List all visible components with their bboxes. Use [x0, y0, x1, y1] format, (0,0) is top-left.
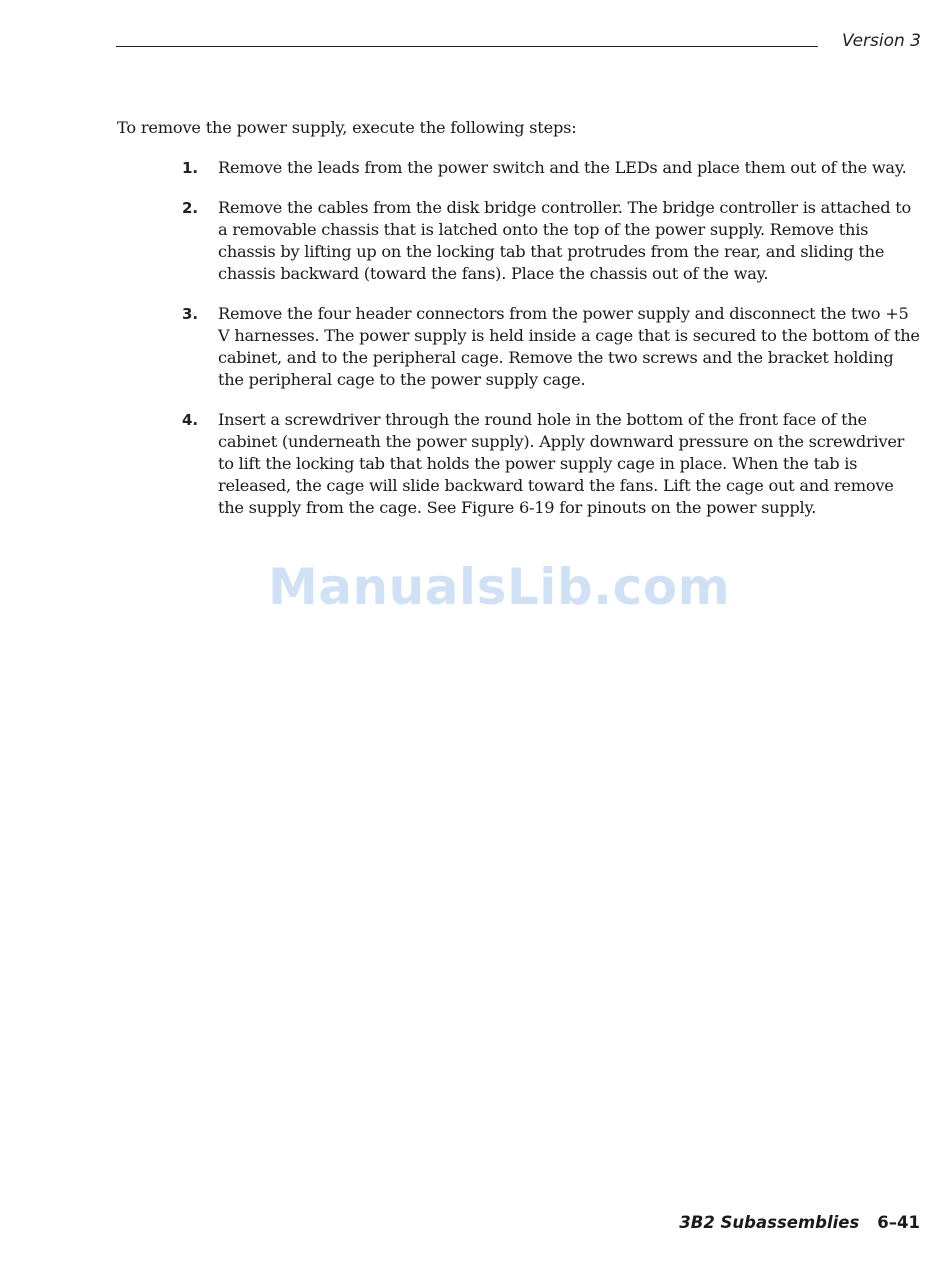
version-label: Version 3: [841, 31, 921, 51]
step-text: Remove the cables from the disk bridge controller. The bridge controller is attached to a removable chassis that is latched onto the top of the power supply. Remove this chassis by lifting up on the locking tab that protrudes from the rear, and sliding the chassis backward (toward the fans). Place the chassis out of the way.: [218, 198, 911, 283]
step-text: Remove the leads from the power switch and the LEDs and place them out of the way.: [218, 158, 907, 177]
step-number: 1.: [182, 159, 199, 177]
watermark: ManualsLib.com: [268, 558, 731, 616]
page-number: 6–41: [877, 1213, 920, 1232]
header-rule: [116, 46, 818, 47]
page-footer: [679, 1213, 920, 1232]
list-item: [182, 157, 922, 179]
footer-section-title: 3B2 Subassemblies: [679, 1213, 860, 1232]
intro-paragraph: To remove the power supply, execute the following steps:: [117, 118, 577, 137]
list-item: [182, 409, 922, 519]
steps-list: [182, 157, 922, 537]
list-item: [182, 197, 922, 285]
list-item: [182, 303, 922, 391]
step-text: Insert a screwdriver through the round hole in the bottom of the front face of the cabinet (underneath the power supply). Apply downward pressure on the screwdriver to lift the locking tab that holds the power supply cage in place. When the tab is released, the cage will slide backward toward the fans. Lift the cage out and remove the supply from the cage. See Figure 6-19 for pinouts on the power supply.: [218, 410, 905, 517]
step-text: Remove the four header connectors from the power supply and disconnect the two +5 V harnesses. The power supply is held inside a cage that is secured to the bottom of the cabinet, and to the peripheral cage. Remove the two screws and the bracket holding the peripheral cage to the power supply cage.: [218, 304, 920, 389]
step-number: 2.: [182, 199, 199, 217]
step-number: 4.: [182, 411, 199, 429]
step-number: 3.: [182, 305, 199, 323]
